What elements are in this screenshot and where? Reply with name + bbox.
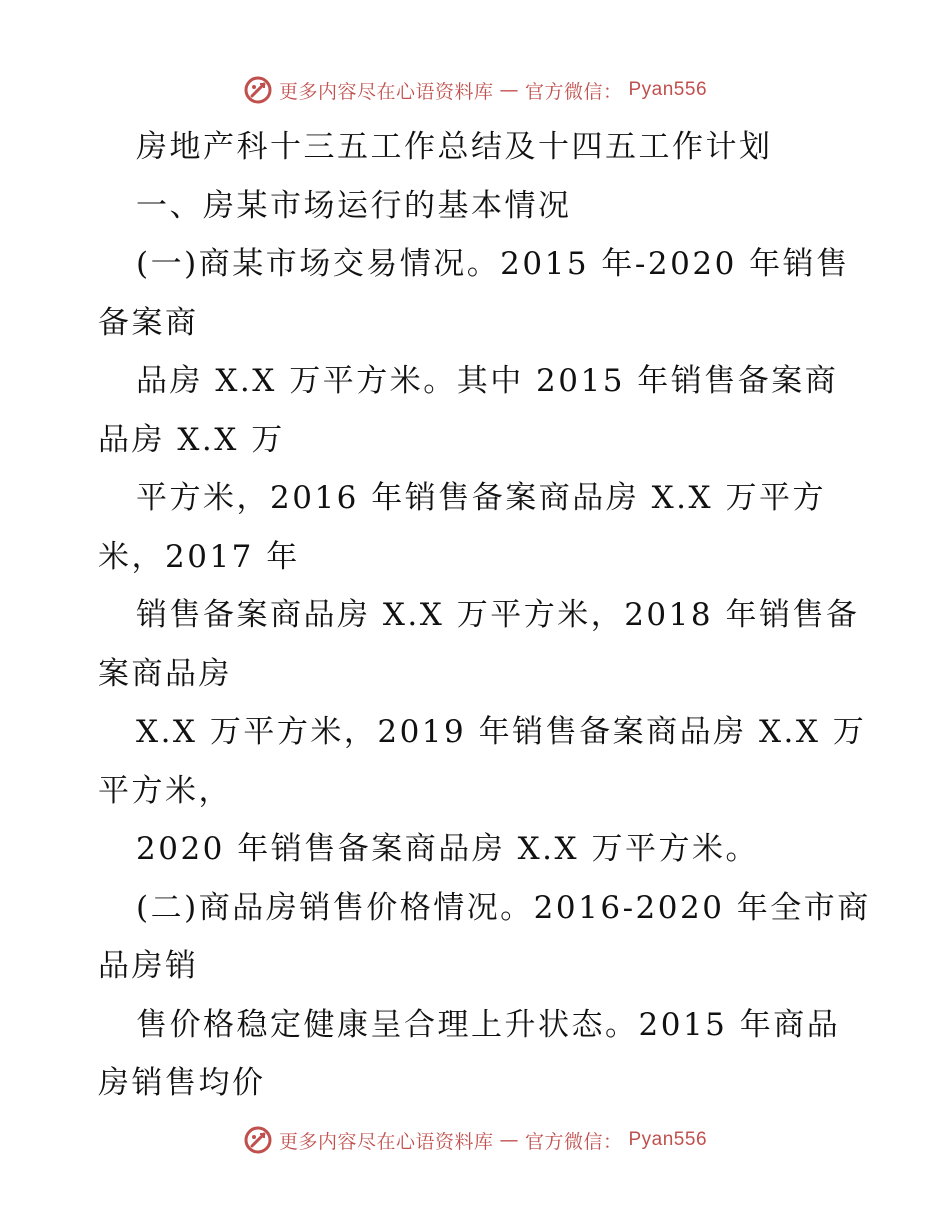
paragraph-line: (二)商品房销售价格情况。2016-2020 年全市商 — [136, 889, 871, 926]
watermark-contact-id: Pyan556 — [628, 1129, 708, 1150]
watermark-separator: — — [499, 1129, 519, 1151]
watermark-text: 更多内容尽在心语资料库 — [278, 80, 494, 103]
paragraph-line: 案商品房 — [98, 655, 232, 692]
document-title: 房地产科十三五工作总结及十四五工作计划 — [136, 129, 773, 165]
paragraph-line: 平方米， — [98, 772, 232, 809]
pen-seal-icon — [243, 1125, 273, 1155]
paragraph-line: 2020 年销售备案商品房 X.X 万平方米。 — [136, 831, 759, 867]
paragraph-line: 品房 X.X 万 — [98, 421, 285, 458]
paragraph-line: (一)商某市场交易情况。2015 年-2020 年销售 — [136, 246, 850, 282]
paragraph-line: 品房销 — [98, 948, 199, 984]
paragraph-line: 房销售均价 — [98, 1065, 266, 1101]
watermark-text: 更多内容尽在心语资料库 — [278, 1130, 494, 1153]
paragraph-line: 销售备案商品房 X.X 万平方米，2018 年销售备 — [136, 597, 860, 633]
paragraph-line: 备案商 — [98, 304, 199, 341]
watermark-contact-id: Pyan556 — [628, 79, 708, 100]
watermark-separator: — — [499, 79, 519, 101]
pen-seal-icon — [243, 75, 273, 105]
header-watermark — [0, 72, 950, 108]
paragraph-line: 米，2017 年 — [98, 538, 300, 575]
paragraph-line: 品房 X.X 万平方米。其中 2015 年销售备案商 — [136, 363, 839, 399]
paragraph-line: 售价格稳定健康呈合理上升状态。2015 年商品 — [136, 1006, 841, 1043]
paragraph-line: X.X 万平方米，2019 年销售备案商品房 X.X 万 — [136, 714, 867, 750]
section-heading-1: 一、房某市场运行的基本情况 — [136, 187, 572, 224]
paragraph-line: 平方米，2016 年销售备案商品房 X.X 万平方 — [136, 480, 826, 516]
footer-watermark — [0, 1122, 950, 1158]
watermark-contact-label: 官方微信： — [524, 80, 623, 103]
document-body — [98, 118, 871, 1113]
watermark-contact-label: 官方微信： — [524, 1130, 623, 1153]
